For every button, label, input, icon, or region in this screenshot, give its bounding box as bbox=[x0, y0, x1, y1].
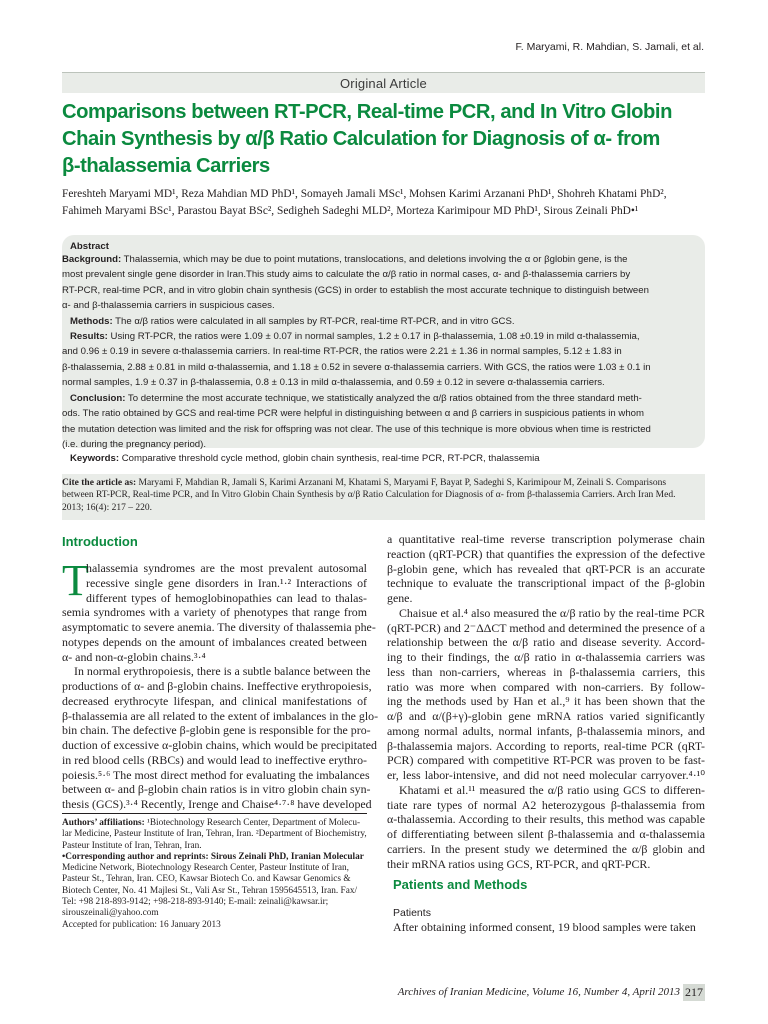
affiliations-label: Authors’ affiliations: bbox=[62, 818, 145, 828]
affiliation-text: Tel: +98 218-893-9142; +98-218-893-9140; E-mail: zeinali@kawsar.ir; bbox=[62, 897, 329, 908]
affiliation-text: Biotech Center, No. 41 Majlesi St., Vali Asr St., Tehran 1595645513, Iran. Fax/ bbox=[62, 885, 358, 896]
body-line: between α- and β-globin chain ratios is in vitro globin chain syn- bbox=[62, 782, 371, 797]
affiliation-text: sirouszeinali@yahoo.com bbox=[62, 908, 159, 919]
footnote-rule bbox=[62, 813, 367, 814]
body-line: ing to their findings, the α/β ratio in α-thalassemia carriers was bbox=[387, 650, 705, 664]
abstract-background bbox=[62, 252, 649, 314]
keywords-label: Keywords: bbox=[70, 453, 120, 464]
body-line: recessive single gene disorders in Iran.¹·² Interactions of bbox=[86, 575, 367, 590]
background-text: RT-PCR, real-time PCR, and in vitro globin chain synthesis (GCS) in order to establish the most accurate technique to distinguish between bbox=[62, 284, 649, 296]
body-line: asymptomatic to severe anemia. The diversity of thalassemia phe- bbox=[62, 620, 376, 634]
body-line: productions of α- and β-globin chains. Ineffective erythropoiesis, bbox=[62, 679, 372, 693]
body-line: α- and non-α-globin chains.³·⁴ bbox=[62, 649, 206, 664]
body-line: gene. bbox=[387, 591, 413, 605]
affiliation-text: lar Medicine, Pasteur Institute of Iran, Tehran, Iran. ²Department of Biochemistry, bbox=[62, 829, 367, 840]
introduction-left-column bbox=[62, 556, 379, 812]
body-line: ratio was more when compared with non-carriers. By follow- bbox=[387, 679, 705, 694]
affiliation-text: Medicine Network, Biotechnology Research Center, Pasteur Institute of Iran, bbox=[62, 863, 349, 874]
body-line: decreased erythrocyte lifespan, and clinical manifestations of bbox=[62, 693, 367, 708]
body-line: of differentiating between silent β-thalassemia and α-thalassemia bbox=[387, 827, 705, 841]
body-line: poiesis.⁵·⁶ The most direct method for evaluating the imbalances bbox=[62, 767, 370, 782]
results-label: Results: bbox=[70, 331, 108, 342]
body-line: In normal erythropoiesis, there is a subtle balance between the bbox=[74, 664, 371, 679]
author-list bbox=[62, 186, 712, 220]
conclusion-label: Conclusion: bbox=[70, 393, 126, 404]
cite-text: between RT-PCR, Real-time PCR, and In Vitro Globin Chain Synthesis by α/β Ratio Calculation for Diagnosis of α- from β-thalassemia Carriers. Arch Iran Med. bbox=[62, 490, 676, 501]
body-line: PCR) compared with competitive RT-PCR was proven to be fast- bbox=[387, 753, 705, 768]
body-line: duction of excessive α-globin chains, which would be precipitated bbox=[62, 738, 377, 752]
conclusion-text: (i.e. during the pregnancy period). bbox=[62, 439, 206, 451]
body-line: reaction (qRT-PCR) that quantifies the expression of the defective bbox=[387, 546, 705, 561]
author-line: Fahimeh Maryami BSc¹, Parastou Bayat BSc², Sedigheh Sadeghi MLD², Morteza Karimipour MD PhD¹, Sirous Zeinali PhD•¹ bbox=[62, 205, 639, 217]
body-line: β-globin gene, which has revealed that qRT-PCR is an accurate bbox=[387, 561, 705, 576]
body-line: in red blood cells (RBCs) and would lead to ineffective erythro- bbox=[62, 752, 367, 767]
body-line: among normal adults, normal infants, β-thalassemia minors, and bbox=[387, 723, 705, 738]
methods-text: The α/β ratios were calculated in all samples by RT-PCR, real-time RT-PCR, and in vitro GCS. bbox=[112, 316, 515, 327]
conclusion-text: the mutation detection was limited and the risk for offspring was not clear. The use of this technique is more obvious when time is restricted bbox=[62, 423, 651, 435]
affiliation-text: Accepted for publication: 16 January 2013 bbox=[62, 919, 221, 930]
affiliation-text: ¹Biotechnology Research Center, Department of Molecu- bbox=[144, 818, 361, 828]
patients-methods-text bbox=[393, 920, 705, 935]
title-line: Chain Synthesis by α/β Ratio Calculation for Diagnosis of α- from bbox=[62, 127, 660, 150]
cite-label: Cite the article as: bbox=[62, 478, 137, 488]
affiliation-text: Pasteur St., Tehran, Iran. CEO, Kawsar Biotech Co. and Kawsar Genomics & bbox=[62, 874, 351, 885]
body-line: relationship between the α/β ratio and disease severity. Accord- bbox=[387, 635, 705, 650]
drop-cap: T bbox=[62, 556, 89, 605]
conclusion-text: To determine the most accurate technique, we statistically analyzed the α/β ratios obtained from the three standard meth- bbox=[125, 393, 642, 404]
abstract-results bbox=[62, 329, 651, 391]
body-line: ing the methods used by Han et al.,⁹ it has been shown that the bbox=[387, 694, 705, 709]
cite-text: 2013; 16(4): 217 – 220. bbox=[62, 502, 152, 513]
background-text: Thalassemia, which may be due to point mutations, translocations, and deletions involving the α or βglobin gene, is the bbox=[121, 254, 628, 265]
author-line: Fereshteh Maryami MD¹, Reza Mahdian MD PhD¹, Somayeh Jamali MSc¹, Mohsen Karimi Arzanani PhD¹, Shohreh Khatami PhD², bbox=[62, 188, 667, 200]
conclusion-text: ods. The ratio obtained by GCS and real-time PCR were helpful in distinguishing between α and β carriers in suspicious patients in whom bbox=[62, 408, 645, 420]
cite-text: Maryami F, Mahdian R, Jamali S, Karimi Arzanani M, Khatami S, Maryami F, Bayat P, Sadeghi S, Karimipour M, Zeinali S. Comparisons bbox=[136, 478, 667, 488]
page-number: 217 bbox=[685, 985, 703, 999]
body-line: er, less labor-intensive, and did not need molecular carryover.⁴·¹⁰ bbox=[387, 768, 705, 782]
affiliations-footnote bbox=[62, 818, 367, 931]
body-line: less than non-carriers, whereas in β-thalassemia carriers, this bbox=[387, 664, 705, 679]
body-line: tiate rare types of normal A2 heterozygous β-thalassemia from bbox=[387, 797, 705, 812]
results-text: normal samples, 1.9 ± 0.37 in β-thalassemia, 0.8 ± 0.13 in mild α-thalassemia, and 0.59 ± 0.12 in severe α-thalassemia carriers. bbox=[62, 377, 605, 389]
body-line: technique to evaluate the transcriptional impact of the β-globin bbox=[387, 576, 705, 591]
abstract-conclusion bbox=[62, 391, 651, 453]
body-line: a quantitative real-time reverse transcription polymerase chain bbox=[387, 532, 705, 546]
body-line: notypes depends on the amount of imbalances created between bbox=[62, 634, 367, 649]
article-title bbox=[62, 99, 722, 179]
introduction-right-column bbox=[387, 532, 705, 871]
body-line: Chaisue et al.⁴ also measured the α/β ratio by the real-time PCR bbox=[399, 605, 705, 620]
background-text: most prevalent single gene disorder in Iran.This study aims to calculate the α/β ratio in normal cases, α- and β-thalassemia carriers by bbox=[62, 269, 631, 281]
body-line: β-thalassemia majors. According to reports, real-time PCR (qRT- bbox=[387, 738, 705, 753]
title-line: β-thalassemia Carriers bbox=[62, 154, 270, 177]
affiliation-text: •Corresponding author and reprints: Sirous Zeinali PhD, Iranian Molecular bbox=[62, 851, 364, 862]
background-label: Background: bbox=[62, 254, 122, 265]
body-line: (qRT-PCR) and 2⁻ΔΔCT method and determined the presence of a bbox=[387, 620, 705, 635]
body-line: different types of hemoglobinopathies can lead to thalas- bbox=[86, 590, 367, 605]
patients-subheading: Patients bbox=[393, 907, 431, 919]
keywords-text: Comparative threshold cycle method, globin chain synthesis, real-time PCR, RT-PCR, thalassemia bbox=[119, 453, 540, 464]
journal-footer: Archives of Iranian Medicine, Volume 16, Number 4, April 2013 bbox=[397, 986, 680, 998]
body-line: α-thalassemia. According to their results, this method was capable bbox=[387, 812, 705, 827]
abstract-heading: Abstract bbox=[70, 241, 109, 252]
affiliation-text: Pasteur Institute of Iran, Tehran, Iran. bbox=[62, 840, 202, 851]
body-line: their mRNA ratios using GCS, RT-PCR, and qRT-PCR. bbox=[387, 856, 651, 871]
results-text: Using RT-PCR, the ratios were 1.09 ± 0.07 in normal samples, 1.2 ± 0.17 in β-thalassemia, 1.08 ±0.19 in mild α-thalassemia, bbox=[107, 331, 640, 342]
body-line: Khatami et al.¹¹ measured the α/β ratio using GCS to differen- bbox=[399, 782, 705, 797]
running-head: F. Maryami, R. Mahdian, S. Jamali, et al. bbox=[515, 41, 704, 53]
body-line: After obtaining informed consent, 19 blood samples were taken bbox=[393, 920, 696, 934]
body-line: β-thalassemia are all related to the extent of imbalances in the glo- bbox=[62, 708, 379, 723]
methods-label: Methods: bbox=[70, 316, 113, 327]
body-line: carriers. In the present study we determined the α/β globin and bbox=[387, 841, 705, 856]
article-type-banner: Original Article bbox=[62, 72, 705, 93]
results-text: β-thalassemia, 2.88 ± 0.81 in mild α-thalassemia, and 1.18 ± 0.52 in severe α-thalassemia carriers. With GCS, the ratios were 1.03 ± 0.1 in bbox=[62, 361, 651, 373]
body-line: α/β and α/(β+γ)-globin gene mRNA ratios varied significantly bbox=[387, 709, 705, 723]
patients-methods-heading: Patients and Methods bbox=[393, 877, 528, 892]
citation bbox=[62, 477, 675, 514]
keywords bbox=[70, 453, 540, 464]
abstract-methods bbox=[70, 314, 515, 329]
introduction-heading: Introduction bbox=[62, 534, 138, 549]
body-line: semia syndromes with a variety of phenotypes that range from bbox=[62, 605, 367, 620]
body-line: thesis (GCS).³·⁴ Recently, Irenge and Chaise⁴·⁷·⁸ have developed bbox=[62, 797, 372, 811]
background-text: α- and β-thalassemia carriers in suspicious cases. bbox=[62, 300, 275, 312]
results-text: and 0.96 ± 0.19 in severe α-thalassemia carriers. In real-time RT-PCR, the ratios were 2.21 ± 1.36 in normal samples, 5.12 ± 1.83 in bbox=[62, 346, 622, 358]
body-line: halassemia syndromes are the most prevalent autosomal bbox=[86, 561, 367, 575]
body-line: bin chain. The defective β-globin gene is responsible for the pro- bbox=[62, 723, 371, 738]
title-line: Comparisons between RT-PCR, Real-time PCR, and In Vitro Globin bbox=[62, 101, 672, 123]
